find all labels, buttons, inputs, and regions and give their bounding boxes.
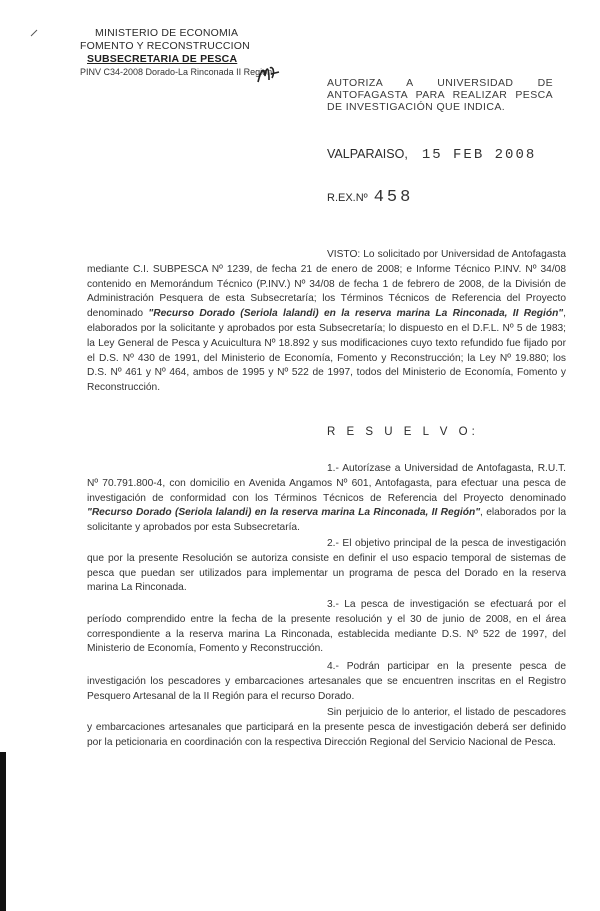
item-4-paragraph: 4.- Podrán participar en la presente pesca de investigación los pescadores y embarcaciones artesanales que se encuentren inscritas en el Registro Pesquero Artesanal de la II Región para el recurso Dorado. [87, 661, 566, 702]
visto-lead: VISTO: [327, 249, 361, 260]
subsecretaria-name: SUBSECRETARIA DE PESCA [87, 53, 238, 65]
resolution-number-line [327, 188, 413, 207]
resolution-label: R.EX.Nº [327, 192, 368, 204]
ministry-line-1: MINISTERIO DE ECONOMIA [95, 27, 239, 39]
dateline [327, 147, 536, 163]
date-stamp: 15 FEB 2008 [421, 147, 537, 163]
item-1-paragraph: 1.- Autorízase a Universidad de Antofagasta, R.U.T. Nº 70.791.800-4, con domicilio en Avenida Angamos Nº 601, Antofagasta, para efectuar una pesca de investigación de conformidad con los Términos Técnicos de Referencia del Proyecto denominado "Recurso Dorado (Seriola lalandi) en la reserva marina La Rinconada, II Región", elaborados por la solicitante y aprobados por esta Subsecretaría. [87, 463, 567, 534]
resolution-number: 458 [373, 188, 414, 207]
subject-block: AUTORIZA A UNIVERSIDAD DE ANTOFAGASTA PARA REALIZAR PESCA DE INVESTIGACIÓN QUE INDICA. [327, 77, 553, 113]
item-1-project-name: "Recurso Dorado (Seriola lalandi) en la reserva marina La Rinconada, II Región" [87, 507, 481, 519]
scan-edge-shadow [0, 752, 6, 911]
visto-paragraph: VISTO: Lo solicitado por Universidad de Antofagasta mediante C.I. SUBPESCA Nº 1239, de fecha 21 de enero de 2008; e Informe Técnico P.INV. Nº 34/08 contenido en Memorándum Técnico (P.INV.) Nº 34/08 de fecha 1 de febrero de 2008, de la División de Administración Pesquera de esta Subsecretaría; los Términos Técnicos de Referencia del Proyecto denominado "Recurso Dorado (Seriola lalandi) en la reserva marina La Rinconada, II Región", elaborados por la solicitante y aprobados por esta Subsecretaría; lo dispuesto en el D.F.L. Nº 5 de 1983; la Ley General de Pesca y Acuicultura Nº 18.892 y sus modificaciones cuyo texto refundido fue fijado por el D.S. Nº 430 de 1991, del Ministerio de Economía, Fomento y Reconstrucción; la Ley Nº 19.880; los D.S. Nº 461 y Nº 464, ambos de 1995 y Nº 522 de 1997, todos del Ministerio de Economía, Fomento y Reconstrucción. [87, 249, 566, 394]
item-4-continuation-paragraph: Sin perjuicio de lo anterior, el listado de pescadores y embarcaciones artesanales que participará en la presente pesca de investigación deberá ser definido por la peticionaria en coordinación con la respectiva Dirección Regional del Servicio Nacional de Pesca. [87, 707, 566, 748]
initials-signature-icon [255, 62, 281, 86]
item-2-paragraph: 2.- El objetivo principal de la pesca de investigación que por la presente Resolución se autoriza consiste en definir el uso espacio temporal de sistemas de pesca que puedan ser utilizados para implementar un programa de pesca del Dorado en la reserva marina La Rinconada. [87, 538, 566, 594]
scan-mark-icon [30, 29, 38, 37]
reference-code: PINV C34-2008 Dorado-La Rinconada II Region [80, 67, 273, 77]
dateline-city: VALPARAISO, [327, 147, 408, 161]
item-3-paragraph: 3.- La pesca de investigación se efectuará por el período comprendido entre la fecha de la presente resolución y el 30 de junio de 2008, en el área correspondiente a la reserva marina La Rinconada, establecida mediante D.S. Nº 522 de 1997, del Ministerio de Economía, Fomento y Reconstrucción. [87, 599, 566, 655]
resuelvo-heading: R E S U E L V O: [327, 426, 479, 438]
visto-project-name: "Recurso Dorado (Seriola lalandi) en la reserva marina La Rinconada, II Región" [148, 308, 564, 320]
ministry-line-2: FOMENTO Y RECONSTRUCCION [80, 40, 250, 52]
